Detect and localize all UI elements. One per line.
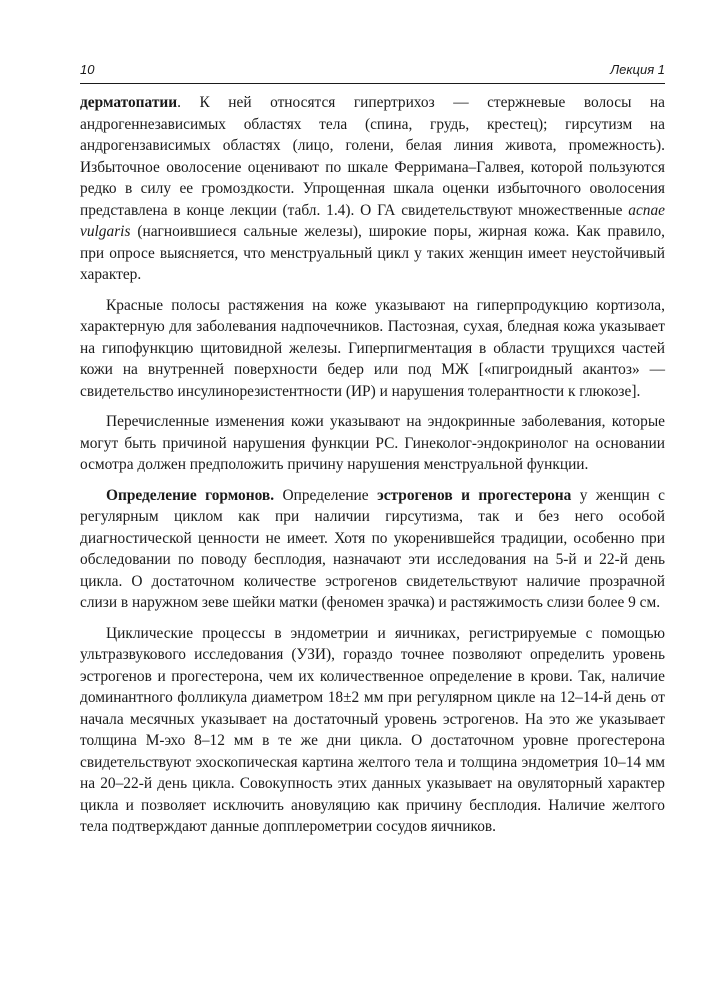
paragraph xyxy=(80,623,665,838)
body-text xyxy=(80,92,665,838)
text-run: Красные полосы растяжения на коже указывают на гиперпродукцию кортизола, характерную для заболевания надпочечников. Пастозная, сухая, бледная кожа указывает на гипофункцию щитовидной железы. Гиперпигментация в области трущихся частей кожи на внутренней поверхности бедер или под МЖ [«пигроидный акантоз» — свидетельство инсулинорезистентности (ИР) и нарушения толерантности к глюкозе]. xyxy=(80,296,665,400)
text-run: Определение xyxy=(274,486,378,504)
text-run: эстрогенов и прогестерона xyxy=(377,486,572,504)
paragraph xyxy=(80,485,665,614)
text-run: (нагноившиеся сальные железы), широкие поры, жирная кожа. Как правило, при опросе выясняется, что менструальный цикл у таких женщин имеет неустойчивый характер. xyxy=(80,223,665,283)
page-number: 10 xyxy=(80,62,95,77)
text-run: . К ней относятся гипертрихоз — стержневые волосы на андрогеннезависимых областях тела (спина, грудь, крестец); гирсутизм на андрогензависимых областях (лицо, голени, белая линия живота, промежность). Избыточное оволосение оценивают по шкале Ферримана–Галвея, которой пользуются редко в силу ее громоздкости. Упрощенная шкала оценки избыточного оволосения представлена в конце лекции (табл. 1.4). О ГА свидетельствуют множественные xyxy=(80,94,665,219)
text-run: у женщин с регулярным циклом как при наличии гирсутизма, так и без него особой диагностической ценности не имеет. Хотя по укоренившейся традиции, особенно при обследовании по поводу бесплодия, назначают эти исследования на 5-й и 22-й день цикла. О достаточном количестве эстрогенов свидетельствуют наличие прозрачной слизи в наружном зеве шейки матки (феномен зрачка) и растяжимость слизи более 9 см. xyxy=(80,486,665,611)
book-page xyxy=(80,62,665,847)
text-run: Перечисленные изменения кожи указывают на эндокринные заболевания, которые могут быть причиной нарушения функции РС. Гинеколог-эндокринолог на основании осмотра должен предположить причину нарушения менструальной функции. xyxy=(80,413,665,473)
paragraph xyxy=(80,295,665,403)
text-run: дерматопатии xyxy=(80,94,178,111)
running-head xyxy=(80,62,665,84)
text-run: Определение гормонов. xyxy=(106,486,275,504)
paragraph xyxy=(80,92,665,286)
text-run: acnae vulgaris xyxy=(80,201,665,240)
paragraph xyxy=(80,411,665,476)
section-title: Лекция 1 xyxy=(610,62,665,77)
text-run: Циклические процессы в эндометрии и яичниках, регистрируемые с помощью ультразвукового исследования (УЗИ), гораздо точнее позволяют определить уровень эстрогенов и прогестерона, чем их количественное определение в крови. Так, наличие доминантного фолликула диаметром 18±2 мм при регулярном цикле на 12–14-й день от начала месячных указывает на достаточный уровень эстрогенов. На это же указывает толщина М-эхо 8–12 мм в те же дни цикла. О достаточном уровне прогестерона свидетельствуют эхоскопическая картина желтого тела и толщина эндометрия 10–14 мм на 20–22-й день цикла. Совокупность этих данных указывает на овуляторный характер цикла и позволяет исключить ановуляцию как причину бесплодия. Наличие желтого тела подтверждают данные допплерометрии сосудов яичников. xyxy=(80,624,665,835)
